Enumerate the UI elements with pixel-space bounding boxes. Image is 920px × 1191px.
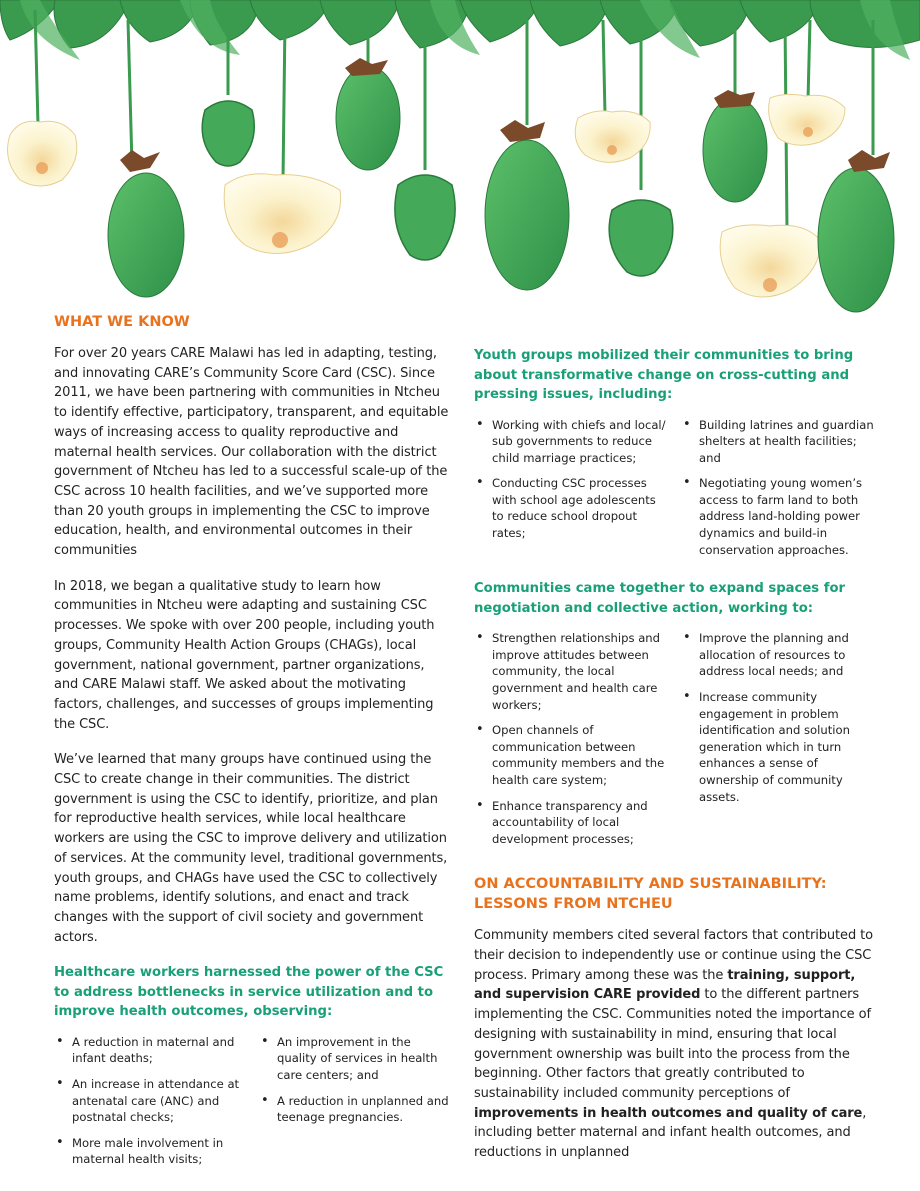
youth-bullets — [474, 417, 874, 568]
list-item: • Strengthen relationships and improve attitudes between community, the local government and health care workers; — [474, 630, 667, 713]
youth-groups-heading: Youth groups mobilized their communities to bring about transformative change on cross-cutting and pressing issues, including: — [474, 348, 854, 402]
hanging-fruit-illustration — [0, 0, 920, 320]
list-item: • Improve the planning and allocation of resources to address local needs; and — [681, 630, 874, 680]
list-item: • A reduction in unplanned and teenage pregnancies. — [259, 1093, 450, 1126]
list-item: • Enhance transparency and accountability of local development processes; — [474, 798, 667, 848]
learned-paragraph: We’ve learned that many groups have continued using the CSC to create change in their communities. The district government is using the CSC to identify, prioritize, and plan for reproductive health services, while local healthcare workers are using the CSC to improve delivery and utilization of services. At the community level, traditional governments, youth groups, and CHAGs have used the CSC to collectively name problems, identify solutions, and enact and track changes with the support of civil society and government actors. — [54, 752, 448, 945]
list-item: • An increase in attendance at antenatal care (ANC) and postnatal checks; — [54, 1076, 245, 1126]
list-item: • Open channels of communication between community members and the health care system; — [474, 722, 667, 788]
communities-heading: Communities came together to expand spaces for negotiation and collective action, working to: — [474, 581, 846, 616]
list-item: • Increase community engagement in problem identification and solution generation which in turn enhances a sense of ownership of community assets. — [681, 689, 874, 805]
communities-bullets — [474, 630, 874, 856]
study-paragraph: In 2018, we began a qualitative study to learn how communities in Ntcheu were adapting and sustaining CSC processes. We spoke with over 200 people, including youth groups, Community Health Action Groups (CHAGs), local government, national government, partner organizations, and CARE Malawi staff. We asked about the motivating factors, challenges, and successes of groups implementing the CSC. — [54, 578, 435, 732]
accountability-paragraph — [474, 926, 874, 1162]
text-run: Community members cited several factors that contributed to their decision to independently use or continue using the CSC process. Primary among these was the — [474, 928, 873, 983]
list-item: • Working with chiefs and local/ sub governments to reduce child marriage practices; — [474, 417, 667, 467]
list-item: • Building latrines and guardian shelters at health facilities; and — [681, 417, 874, 467]
text-run: to the different partners implementing the CSC. Communities noted the importance of designing with sustainability in mind, ensuring that local government ownership was built into the process from the beginning. Other factors that greatly contributed to sustainability included community perceptions of — [474, 987, 871, 1101]
intro-paragraph: For over 20 years CARE Malawi has led in adapting, testing, and innovating CARE’s Community Score Card (CSC). Since 2011, we have been partnering with communities in Ntcheu to identify effective, participatory, transparent, and equitable ways of increasing access to quality reproductive and maternal health services. Our collaboration with the district government of Ntcheu has led to a successful scale-up of the CSC across 10 health facilities, and we’ve supported more than 20 youth groups in implementing the CSC to improve education, health, and environmental outcomes in their communities — [54, 346, 449, 559]
list-item: • Negotiating young women’s access to farm land to both address land-holding power dynamics and build-in conservation approaches. — [681, 475, 874, 558]
list-item: • A reduction in maternal and infant deaths; — [54, 1034, 245, 1067]
list-item: • An improvement in the quality of services in health care centers; and — [259, 1034, 450, 1084]
healthcare-bullets — [54, 1034, 450, 1177]
bold-phrase: improvements in health outcomes and quality of care — [474, 1105, 863, 1121]
list-item: • Conducting CSC processes with school age adolescents to reduce school dropout rates; — [474, 475, 667, 541]
accountability-heading-line1: ON ACCOUNTABILITY AND SUSTAINABILITY: — [474, 876, 827, 893]
bold-phrase: training, support, and supervision CARE provided — [474, 967, 856, 1003]
text-run: , including better maternal and infant health outcomes, and reductions in unplanned — [474, 1105, 867, 1161]
left-column — [54, 312, 450, 1189]
healthcare-workers-heading: Healthcare workers harnessed the power of the CSC to address bottlenecks in service utilization and to improve health outcomes, observing: — [54, 965, 444, 1020]
list-item: • More male involvement in maternal health visits; — [54, 1135, 245, 1168]
what-we-know-heading: WHAT WE KNOW — [54, 314, 190, 330]
right-column — [474, 346, 874, 1179]
accountability-heading-line2: LESSONS FROM NTCHEU — [474, 896, 673, 913]
accountability-heading — [474, 874, 874, 914]
